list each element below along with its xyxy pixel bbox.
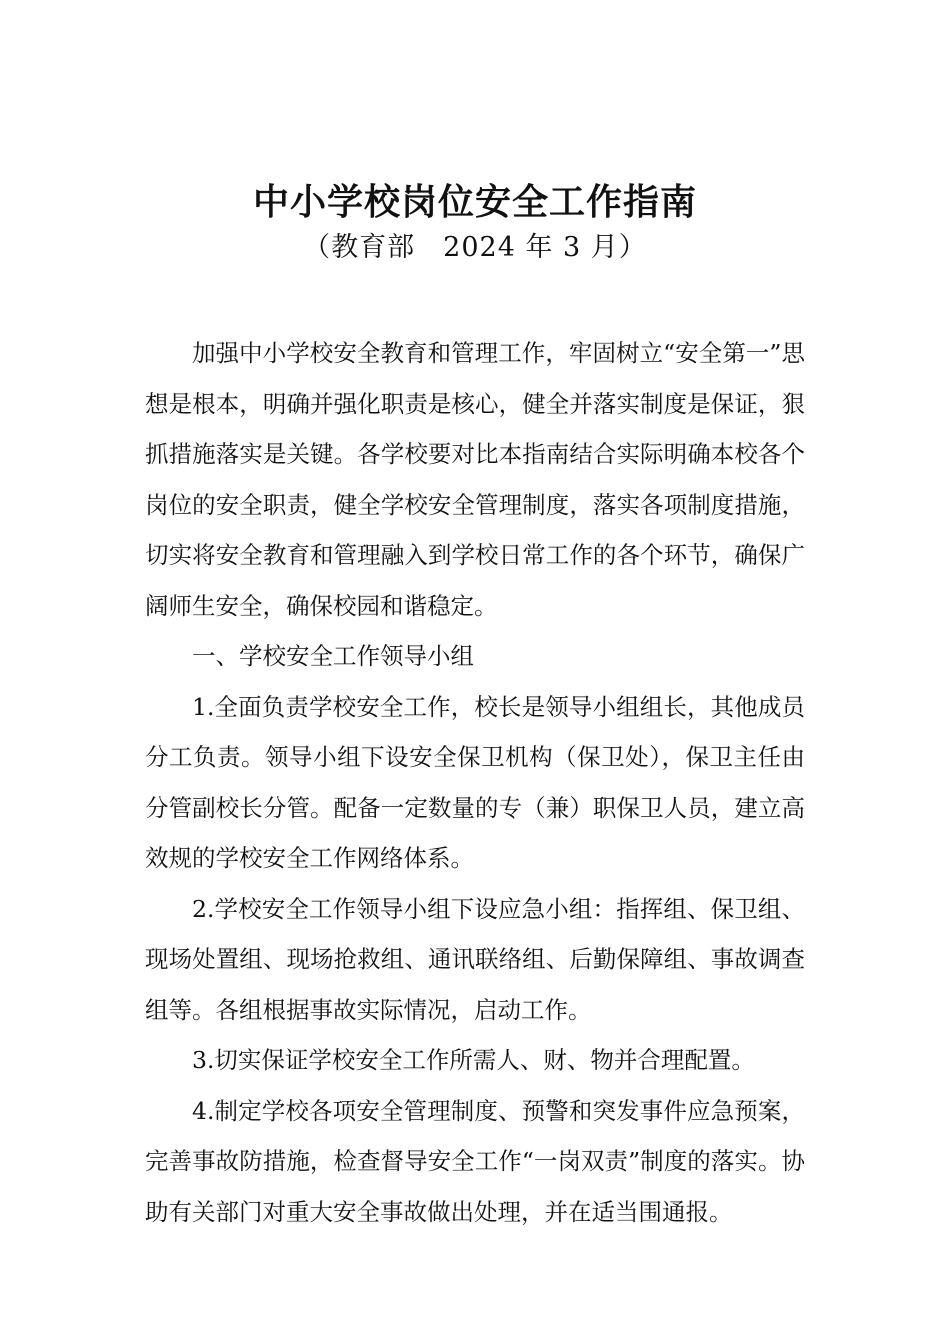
paragraph-item-4: 4.制定学校各项安全管理制度、预警和突发事件应急预案，完善事故防措施，检查督导安全工作“一岗双责”制度的落实。协助有关部门对重大安全事故做出处理，并在适当围通报。 xyxy=(145,1096,805,1226)
paragraph-item-1: 1.全面负责学校安全工作，校长是领导小组组长，其他成员分工负责。领导小组下设安全保卫机构（保卫处），保卫主任由分管副校长分管。配备一定数量的专（兼）职保卫人员，建立高效规的学校安全工作网络体系。 xyxy=(145,692,805,872)
document-body xyxy=(145,328,805,1237)
section-heading-leadership-group: 一、学校安全工作领导小组 xyxy=(192,642,474,670)
paragraph-intro: 加强中小学校安全教育和管理工作，牢固树立“安全第一”思想是根本，明确并强化职责是核心，健全并落实制度是保证，狠抓措施落实是关键。各学校要对比本指南结合实际明确本校各个岗位的安全职责，健全学校安全管理制度，落实各项制度措施，切实将安全教育和管理融入到学校日常工作的各个环节，确保广阔师生安全，确保校园和谐稳定。 xyxy=(145,339,805,620)
document-subtitle: （教育部 2024 年 3 月） xyxy=(303,232,647,263)
paragraph-item-3: 3.切实保证学校安全工作所需人、财、物并合理配置。 xyxy=(192,1046,755,1074)
paragraph-item-2: 2.学校安全工作领导小组下设应急小组：指挥组、保卫组、现场处置组、现场抢救组、通讯联络组、后勤保障组、事故调查组等。各组根据事故实际情况，启动工作。 xyxy=(145,894,805,1024)
document-title: 中小学校岗位安全工作指南 xyxy=(252,181,697,223)
